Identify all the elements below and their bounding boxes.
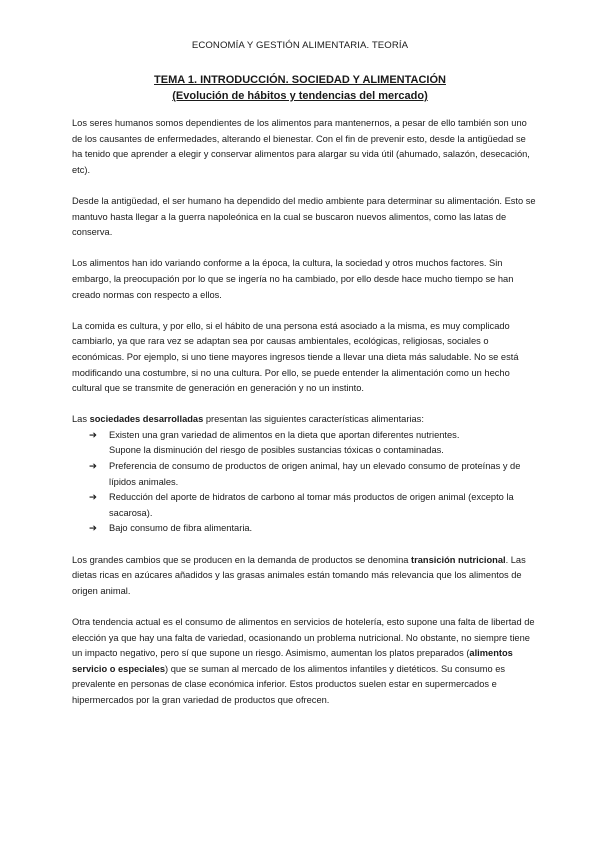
arrow-icon: ➔: [89, 429, 97, 441]
paragraph-7-text-end: ) que se suman al mercado de los alimentos infantiles y dietéticos. Su consumo es prevalente en personas de clase económica inferior. Estos productos suelen estar en supermercados e hipermercados por la gran variedad de productos que ofrecen.: [72, 663, 506, 705]
paragraph-6-text: Los grandes cambios que se producen en la demanda de productos se denomina: [72, 554, 412, 565]
paragraph-7-bold: alimentos servicio o especiales: [72, 648, 513, 674]
arrow-icon: ➔: [89, 523, 97, 535]
arrow-icon: ➔: [89, 492, 97, 504]
running-header: ECONOMÍA Y GESTIÓN ALIMENTARIA. TEORÍA: [191, 40, 409, 51]
paragraph-4: La comida es cultura, y por ello, si el hábito de una persona está asociado a la misma, es muy complicado cambiarlo, ya que rara vez se adaptan sea por causas ambientales, ecológicas, religiosas, sociales o económicas. Por ejemplo, si uno tiene mayores ingresos tiende a llevar una dieta más saludable. No se está modificando una costumbre, si no una cultura. Por ello, se puede entender la alimentación como un hecho cultural que se transmite de generación en generación y no un instinto.: [72, 320, 519, 394]
document-body: [72, 116, 537, 724]
paragraph-3: Los alimentos han ido variando conforme a la época, la cultura, la sociedad y otros muchos factores. Sin embargo, la preocupación por lo que se ingería no ha cambiado, por ello desde hace mucho tiempo se han creado normas con respecto a ellos.: [72, 258, 514, 300]
paragraph-5: [72, 412, 537, 428]
paragraph-6: [72, 553, 537, 600]
paragraph-6-bold: transición nutricional: [411, 554, 506, 565]
paragraph-2: Desde la antigüedad, el ser humano ha dependido del medio ambiente para determinar su alimentación. Esto se mantuvo hasta llegar a la guerra napoleónica en la cual se buscaron nuevos alimentos, como las latas de conserva.: [72, 195, 536, 238]
paragraph-5-text: Las: [72, 414, 90, 425]
list-item-text: Existen una gran variedad de alimentos en la dieta que aportan diferentes nutrientes.: [109, 429, 460, 440]
paragraph-6-text-end: . Las dietas ricas en azúcares añadidos y las grasas animales están tomando más relevancia que los alimentos de origen animal.: [72, 554, 526, 596]
paragraph-5-text-end: presentan las siguientes características alimentarias:: [203, 414, 424, 425]
paragraph-7: [72, 615, 537, 709]
list-item: [72, 428, 537, 459]
list-item-text: Bajo consumo de fibra alimentaria.: [109, 523, 253, 534]
list-item-text: Preferencia de consumo de productos de origen animal, hay un elevado consumo de proteínas y de lípidos animales.: [109, 461, 521, 487]
paragraph-5-bold: sociedades desarrolladas: [89, 414, 204, 425]
title-line-1: TEMA 1. INTRODUCCIÓN. SOCIEDAD Y ALIMENTACIÓN: [154, 74, 446, 86]
document-title: [0, 72, 600, 104]
list-item-continuation: Supone la disminución del riesgo de posibles sustancias tóxicas o contaminadas.: [109, 445, 444, 456]
title-line-2: (Evolución de hábitos y tendencias del mercado): [172, 90, 428, 102]
list-item: [72, 521, 537, 537]
paragraph-1: Los seres humanos somos dependientes de los alimentos para mantenernos, a pesar de ello también son uno de los causantes de enfermedades, alterando el bienestar. Con el fin de prevenir esto, desde la antigüedad se ha tenido que aprender a elegir y conservar alimentos para alargar su vida útil (ahumado, salazón, desecación, etc).: [72, 118, 530, 175]
list-item: [72, 459, 537, 490]
characteristics-list: [72, 428, 537, 537]
list-item-text: Reducción del aporte de hidratos de carbono al tomar más productos de origen animal (excepto la sacarosa).: [109, 492, 514, 518]
list-item: [72, 490, 537, 521]
arrow-icon: ➔: [89, 461, 97, 473]
paragraph-7-text: Otra tendencia actual es el consumo de alimentos en servicios de hotelería, esto supone una falta de libertad de elección ya que hay una falta de variedad, ocasionando un problema nutricional. No obstante, no siempre tiene un impacto negativo, pero sí que supone un riesgo. Asimismo, aumentan los platos preparados (: [72, 617, 535, 659]
